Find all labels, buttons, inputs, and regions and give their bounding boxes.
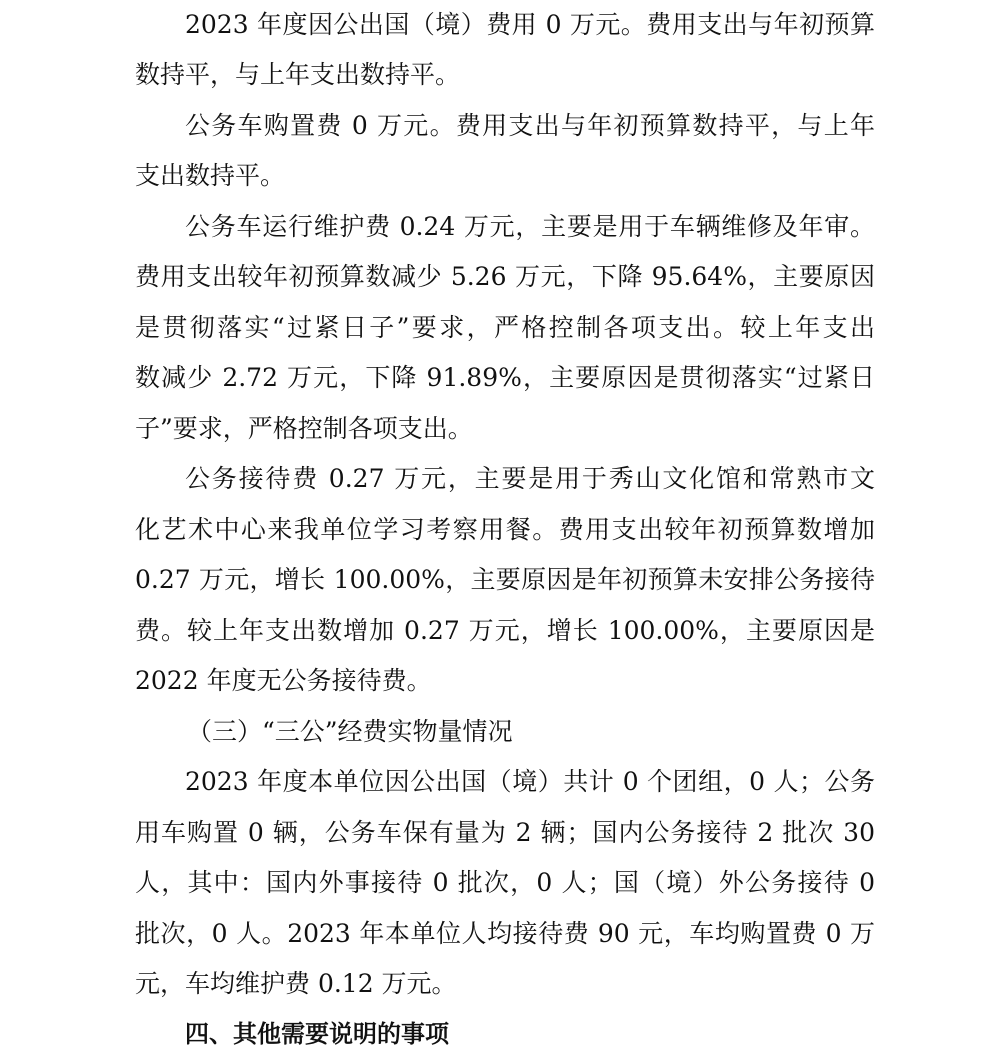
paragraph-quantity-line-3: 人，其中：国内外事接待 0 批次，0 人；国（境）外公务接待 0 bbox=[135, 868, 875, 897]
paragraph-vehicle-maintenance-line-5: 子”要求，严格控制各项支出。 bbox=[135, 414, 473, 443]
paragraph-vehicle-maintenance-line-1: 公务车运行维护费 0.24 万元，主要是用于车辆维修及年审。 bbox=[185, 212, 875, 241]
paragraph-vehicle-maintenance-line-4: 数减少 2.72 万元，下降 91.89%，主要原因是贯彻落实“过紧日 bbox=[135, 363, 875, 392]
paragraph-quantity-line-2: 用车购置 0 辆，公务车保有量为 2 辆；国内公务接待 2 批次 30 bbox=[135, 818, 875, 847]
paragraph-vehicle-maintenance-line-2: 费用支出较年初预算数减少 5.26 万元，下降 95.64%，主要原因 bbox=[135, 262, 875, 291]
paragraph-quantity-line-1: 2023 年度本单位因公出国（境）共计 0 个团组，0 人；公务 bbox=[185, 767, 875, 796]
paragraph-reception-line-5: 2022 年度无公务接待费。 bbox=[135, 666, 432, 695]
section-heading-physical-quantity: （三）“三公”经费实物量情况 bbox=[187, 717, 513, 746]
paragraph-reception-line-2: 化艺术中心来我单位学习考察用餐。费用支出较年初预算数增加 bbox=[135, 515, 875, 544]
paragraph-vehicle-purchase-line-1: 公务车购置费 0 万元。费用支出与年初预算数持平，与上年 bbox=[185, 111, 875, 140]
paragraph-reception-line-3: 0.27 万元，增长 100.00%，主要原因是年初预算未安排公务接待 bbox=[135, 565, 875, 594]
paragraph-vehicle-purchase-line-2: 支出数持平。 bbox=[135, 161, 286, 190]
section-heading-other-matters: 四、其他需要说明的事项 bbox=[185, 1020, 449, 1048]
paragraph-reception-line-4: 费。较上年支出数增加 0.27 万元，增长 100.00%，主要原因是 bbox=[135, 616, 875, 645]
paragraph-quantity-line-5: 元，车均维护费 0.12 万元。 bbox=[135, 969, 457, 998]
paragraph-travel-line-2: 数持平，与上年支出数持平。 bbox=[135, 60, 461, 89]
paragraph-travel-line-1: 2023 年度因公出国（境）费用 0 万元。费用支出与年初预算 bbox=[185, 10, 875, 39]
paragraph-vehicle-maintenance-line-3: 是贯彻落实“过紧日子”要求，严格控制各项支出。较上年支出 bbox=[135, 313, 875, 342]
paragraph-reception-line-1: 公务接待费 0.27 万元，主要是用于秀山文化馆和常熟市文 bbox=[185, 464, 875, 493]
paragraph-quantity-line-4: 批次，0 人。2023 年本单位人均接待费 90 元，车均购置费 0 万 bbox=[135, 919, 875, 948]
